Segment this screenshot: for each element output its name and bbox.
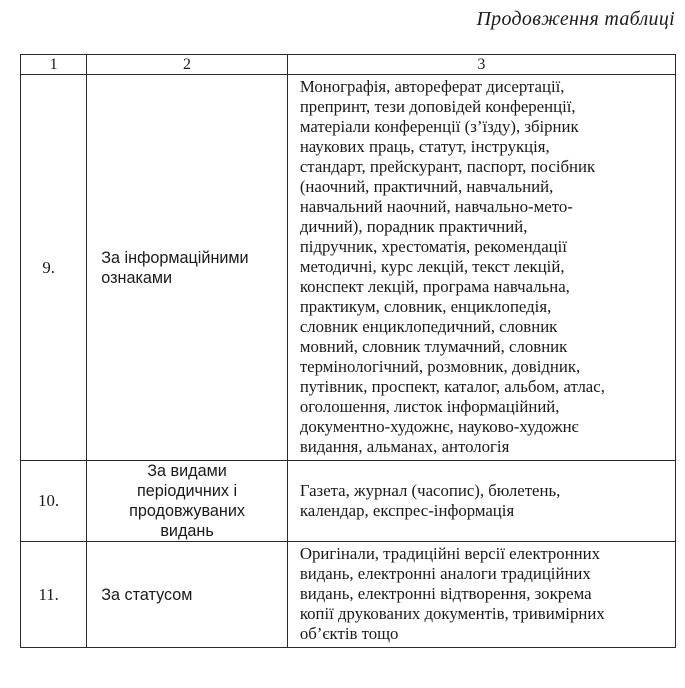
description-line: навчальний наочний, навчально-мето- (299, 197, 573, 216)
description-line: Оригінали, традиційні версії електронних (299, 544, 601, 563)
criterion-line: За статусом (101, 585, 193, 604)
row-number: 11. (21, 542, 87, 648)
description-line: наукових праць, статут, інструкція, (299, 137, 550, 156)
row-description (287, 542, 675, 648)
row-criterion (87, 75, 288, 461)
description-line: методичні, курс лекцій, текст лекцій, (299, 257, 565, 276)
description-line: Монографія, автореферат дисертації, (299, 77, 565, 96)
row-criterion (87, 542, 288, 648)
row-criterion (87, 461, 288, 542)
description-line: дичний), порадник практичний, (299, 217, 528, 236)
description-line: копії друкованих документів, тривимірних (299, 604, 605, 623)
criterion-line: За видами (147, 462, 227, 480)
criterion-line: видань (160, 522, 214, 540)
table-row-9 (21, 75, 676, 461)
classification-table (20, 54, 676, 648)
description-line: термінологічний, розмовник, довідник, (299, 357, 581, 376)
description-line: практикум, словник, енциклопедія, (299, 297, 552, 316)
description-line: мовний, словник тлумачний, словник (299, 337, 568, 356)
description-line: видань, електронні відтворення, зокрема (299, 584, 592, 603)
header-col-2: 2 (87, 55, 288, 75)
description-line: конспект лекцій, програма навчальна, (299, 277, 570, 296)
description-line: документно-художнє, науково-художнє (299, 417, 579, 436)
description-line: словник енциклопедичний, словник (299, 317, 558, 336)
description-line: об’єктів тощо (299, 624, 399, 643)
description-line: (наочний, практичний, навчальний, (299, 177, 554, 196)
criterion-line: ознаками (101, 268, 173, 287)
criterion-line: продовжуваних (129, 502, 245, 520)
row-description (287, 461, 675, 542)
row-description (287, 75, 675, 461)
header-col-1: 1 (21, 55, 87, 75)
description-line: матеріали конференції (з’їзду), збірник (299, 117, 579, 136)
criterion-line: періодичних і (136, 482, 238, 500)
description-line: видання, альманах, антологія (299, 437, 510, 456)
criterion-line: За інформаційними (101, 248, 249, 267)
table-row-10 (21, 461, 676, 542)
description-line: календар, експрес-інформація (299, 500, 515, 520)
table-continuation-caption: Продовження таблиці (476, 8, 675, 30)
table-header-row (21, 55, 676, 75)
row-number: 9. (21, 75, 87, 461)
header-col-3: 3 (287, 55, 675, 75)
description-line: Газета, журнал (часопис), бюлетень, (299, 480, 561, 500)
description-line: видань, електронні аналоги традиційних (299, 564, 591, 583)
description-line: препринт, тези доповідей конференції, (299, 97, 576, 116)
description-line: путівник, проспект, каталог, альбом, атлас, (299, 377, 605, 396)
description-line: оголошення, листок інформаційний, (299, 397, 560, 416)
description-line: підручник, хрестоматія, рекомендації (299, 237, 567, 256)
table-row-11 (21, 542, 676, 648)
row-number: 10. (21, 461, 87, 542)
description-line: стандарт, прейскурант, паспорт, посібник (299, 157, 596, 176)
